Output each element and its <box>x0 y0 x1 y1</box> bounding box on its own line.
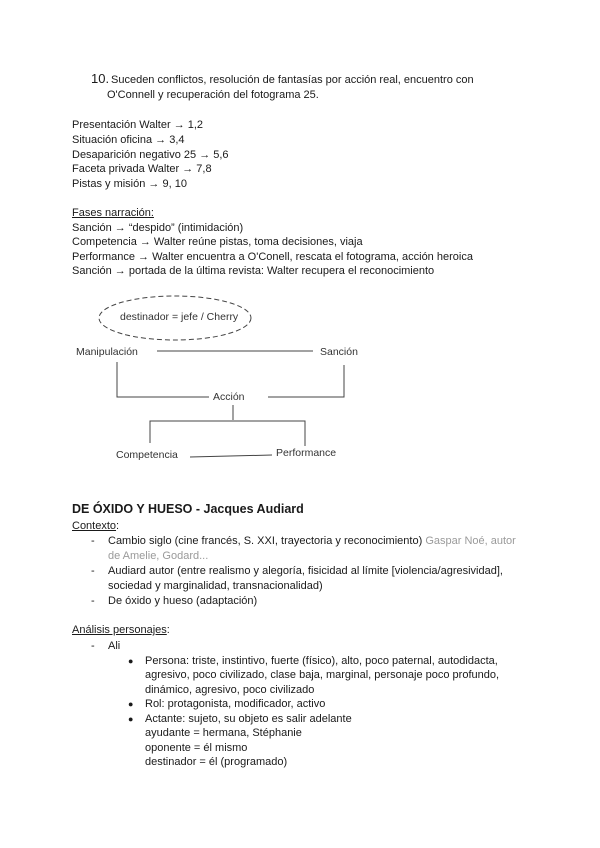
bullet-dot: ● <box>128 656 134 666</box>
structure-line: Situación oficina → 3,4 <box>72 134 185 146</box>
context-item-1-text: Cambio siglo (cine francés, S. XXI, trayectoria y reconocimiento) <box>108 535 423 547</box>
context-colon: : <box>116 520 120 532</box>
section-title: DE ÓXIDO Y HUESO - Jacques Audiard <box>72 502 304 516</box>
phase-line: Sanción → portada de la última revista: Walter recupera el reconocimiento <box>72 265 435 277</box>
right-bracket-line <box>268 365 344 397</box>
structure-line: Desaparición negativo 25 → 5,6 <box>72 149 229 161</box>
competencia-label: Competencia <box>116 449 178 461</box>
sancion-label: Sanción <box>320 346 358 358</box>
context-item-2-line1: Audiard autor (entre realismo y alegoría, fisicidad al límite [violencia/agresividad], <box>108 565 503 577</box>
context-item-2-line2: sociedad y marginalidad, transnacionalidad) <box>108 580 323 592</box>
context-item-1-grey-line2: de Amelie, Godard... <box>108 550 209 562</box>
character-name: Ali <box>108 640 121 652</box>
analysis-heading: Análisis personajes <box>72 624 167 636</box>
analysis-colon: : <box>166 624 170 636</box>
bullet-line: destinador = él (programado) <box>145 756 288 768</box>
bullet-line: Actante: sujeto, su objeto es salir adelante <box>145 713 352 725</box>
structure-line: Presentación Walter → 1,2 <box>72 119 204 131</box>
context-heading: Contexto <box>72 520 117 532</box>
phase-line: Sanción → “despido” (intimidación) <box>72 222 244 234</box>
dash-bullet: - <box>91 595 95 607</box>
dash-bullet: - <box>91 640 95 652</box>
accion-label: Acción <box>213 391 245 403</box>
phases-heading: Fases narración: <box>72 207 154 219</box>
manipulacion-label: Manipulación <box>76 346 138 358</box>
phase-line: Performance → Walter encuentra a O'Conell, rescata el fotograma, acción heroica <box>72 251 473 263</box>
analysis-heading-wrap <box>72 623 170 638</box>
phase-line: Competencia → Walter reúne pistas, toma decisiones, viaja <box>72 236 363 248</box>
bullet-line: Rol: protagonista, modificador, activo <box>145 698 326 710</box>
competencia-performance-line <box>190 455 272 457</box>
structure-line: Faceta privada Walter → 7,8 <box>72 163 212 175</box>
item10-line1: Suceden conflictos, resolución de fantasías por acción real, encuentro con <box>111 74 474 86</box>
context-heading-wrap <box>72 519 119 534</box>
destinador-label: destinador = jefe / Cherry <box>120 311 239 323</box>
bullet-line: agresivo, poco civilizado, clase baja, marginal, personaje poco profundo, <box>145 669 500 681</box>
accion-branch-line <box>150 421 305 446</box>
bullet-line: Persona: triste, instintivo, fuerte (físico), alto, poco paternal, autodidacta, <box>145 655 498 667</box>
dash-bullet: - <box>91 535 95 547</box>
context-item-1 <box>108 534 516 549</box>
bullet-dot: ● <box>128 714 134 724</box>
context-item-1-grey: Gaspar Noé, autor <box>425 535 516 547</box>
performance-label: Performance <box>276 447 337 459</box>
list-number: 10. <box>91 71 110 86</box>
bullet-line: dinámico, agresivo, poco civilizado <box>145 684 315 696</box>
left-bracket-line <box>117 362 209 397</box>
structure-line: Pistas y misión → 9, 10 <box>72 178 187 190</box>
context-item-3: De óxido y hueso (adaptación) <box>108 595 258 607</box>
bullet-line: ayudante = hermana, Stéphanie <box>145 727 302 739</box>
item10-line2: O'Connell y recuperación del fotograma 25. <box>107 89 319 101</box>
bullet-line: oponente = él mismo <box>145 742 248 754</box>
bullet-dot: ● <box>128 699 134 709</box>
dash-bullet: - <box>91 565 95 577</box>
